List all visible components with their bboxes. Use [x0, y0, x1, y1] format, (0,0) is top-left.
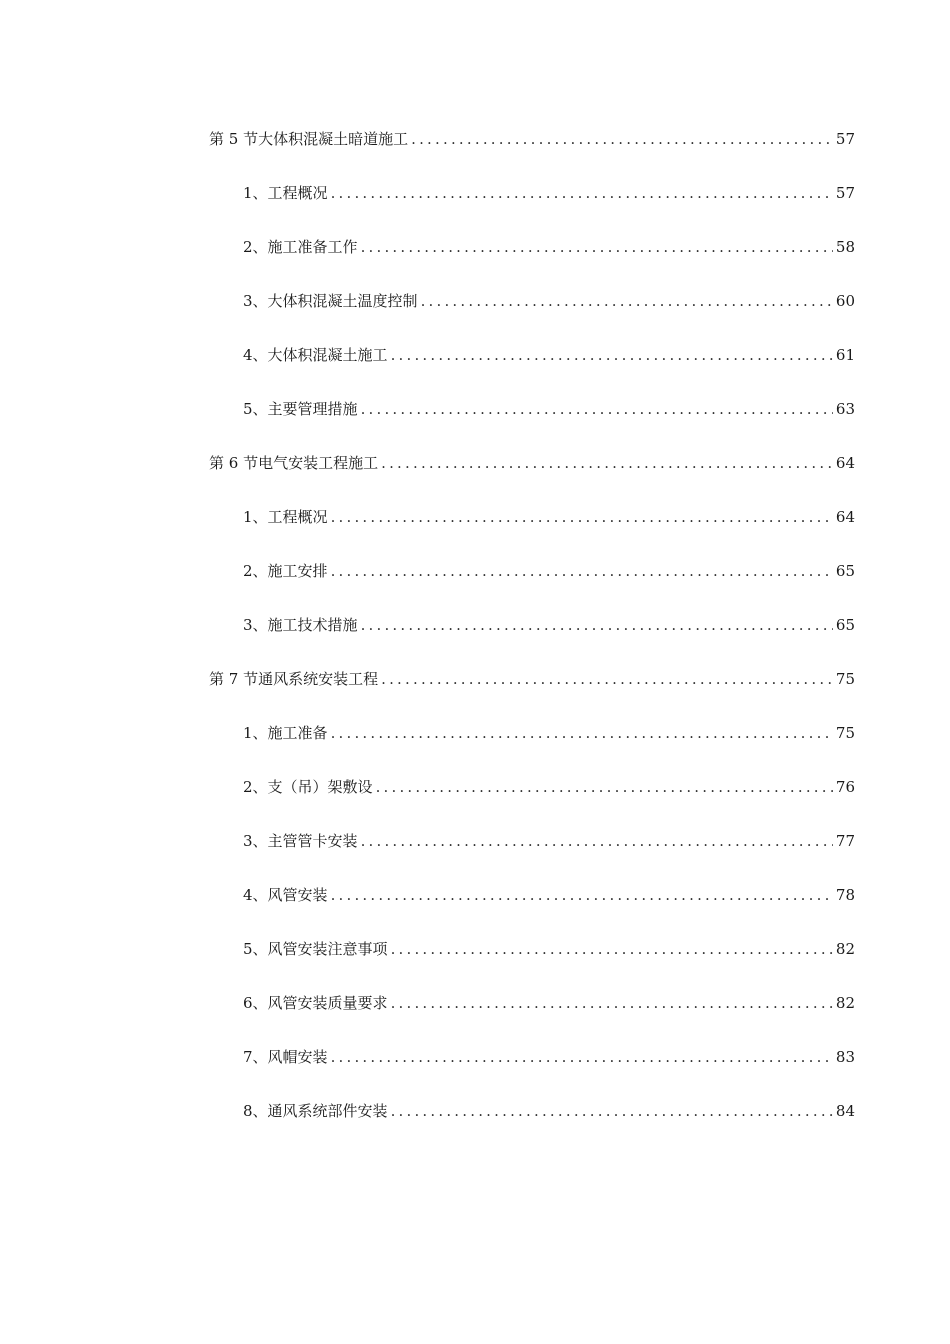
dot-leader [391, 934, 833, 964]
toc-page-number: 75 [835, 670, 855, 688]
toc-page-number: 64 [835, 454, 855, 472]
dot-leader [361, 610, 833, 640]
toc-number: 1、 [243, 724, 268, 742]
toc-title: 风管安装 [267, 886, 328, 904]
toc-number: 4、 [243, 886, 268, 904]
toc-page-number: 82 [835, 994, 855, 1012]
toc-title: 大体积混凝土暗道施工 [258, 130, 409, 148]
toc-page-number: 57 [835, 130, 855, 148]
dot-leader [361, 232, 833, 262]
toc-title: 支（吊）架敷设 [267, 778, 373, 796]
toc-number: 6、 [243, 994, 268, 1012]
toc-section-5[interactable] [209, 124, 855, 178]
toc-number: 2、 [243, 778, 268, 796]
toc-item[interactable] [209, 1042, 855, 1096]
dot-leader [376, 772, 833, 802]
toc-number: 1、 [243, 508, 268, 526]
toc-section-7[interactable] [209, 664, 855, 718]
dot-leader [391, 340, 833, 370]
dot-leader [391, 988, 833, 1018]
toc-title: 风帽安装 [267, 1048, 328, 1066]
toc-item[interactable] [209, 1096, 855, 1150]
dot-leader [331, 178, 833, 208]
toc-item[interactable] [209, 718, 855, 772]
toc-page-number: 63 [835, 400, 855, 418]
toc-number: 第 5 节 [209, 130, 259, 148]
table-of-contents [209, 124, 855, 1150]
toc-title: 施工准备工作 [267, 238, 358, 256]
toc-item[interactable] [209, 394, 855, 448]
toc-page-number: 60 [835, 292, 855, 310]
toc-page-number: 61 [835, 346, 855, 364]
toc-number: 5、 [243, 400, 268, 418]
dot-leader [331, 556, 833, 586]
toc-title: 工程概况 [267, 508, 328, 526]
dot-leader [391, 1096, 833, 1126]
toc-title: 风管安装注意事项 [267, 940, 388, 958]
toc-title: 大体积混凝土温度控制 [267, 292, 418, 310]
toc-item[interactable] [209, 556, 855, 610]
toc-page-number: 58 [835, 238, 855, 256]
toc-item[interactable] [209, 286, 855, 340]
toc-page-number: 65 [835, 562, 855, 580]
toc-number: 2、 [243, 238, 268, 256]
toc-number: 7、 [243, 1048, 268, 1066]
toc-number: 3、 [243, 616, 268, 634]
toc-number: 第 6 节 [209, 454, 259, 472]
toc-title: 主要管理措施 [267, 400, 358, 418]
toc-number: 4、 [243, 346, 268, 364]
toc-page-number: 64 [835, 508, 855, 526]
toc-item[interactable] [209, 178, 855, 232]
toc-item[interactable] [209, 880, 855, 934]
toc-item[interactable] [209, 340, 855, 394]
dot-leader [361, 826, 833, 856]
dot-leader [331, 880, 833, 910]
toc-page-number: 83 [835, 1048, 855, 1066]
dot-leader [331, 1042, 833, 1072]
dot-leader [331, 718, 833, 748]
toc-section-6[interactable] [209, 448, 855, 502]
toc-item[interactable] [209, 988, 855, 1042]
toc-page-number: 57 [835, 184, 855, 202]
toc-item[interactable] [209, 826, 855, 880]
toc-page-number: 82 [835, 940, 855, 958]
toc-title: 施工准备 [267, 724, 328, 742]
toc-page-number: 65 [835, 616, 855, 634]
toc-page-number: 75 [835, 724, 855, 742]
toc-title: 通风系统安装工程 [258, 670, 379, 688]
toc-number: 2、 [243, 562, 268, 580]
toc-item[interactable] [209, 232, 855, 286]
dot-leader [331, 502, 833, 532]
toc-page-number: 77 [835, 832, 855, 850]
dot-leader [421, 286, 833, 316]
toc-item[interactable] [209, 502, 855, 556]
toc-title: 风管安装质量要求 [267, 994, 388, 1012]
toc-item[interactable] [209, 934, 855, 988]
toc-title: 通风系统部件安装 [267, 1102, 388, 1120]
toc-number: 3、 [243, 292, 268, 310]
toc-title: 大体积混凝土施工 [267, 346, 388, 364]
toc-page-number: 84 [835, 1102, 855, 1120]
toc-item[interactable] [209, 772, 855, 826]
toc-title: 主管管卡安装 [267, 832, 358, 850]
toc-title: 施工技术措施 [267, 616, 358, 634]
toc-number: 1、 [243, 184, 268, 202]
toc-number: 5、 [243, 940, 268, 958]
toc-title: 工程概况 [267, 184, 328, 202]
toc-number: 第 7 节 [209, 670, 259, 688]
dot-leader [381, 448, 833, 478]
toc-item[interactable] [209, 610, 855, 664]
dot-leader [381, 664, 833, 694]
toc-number: 3、 [243, 832, 268, 850]
dot-leader [411, 124, 833, 154]
toc-title: 施工安排 [267, 562, 328, 580]
toc-page-number: 76 [835, 778, 855, 796]
toc-page-number: 78 [835, 886, 855, 904]
toc-title: 电气安装工程施工 [258, 454, 379, 472]
dot-leader [361, 394, 833, 424]
toc-number: 8、 [243, 1102, 268, 1120]
